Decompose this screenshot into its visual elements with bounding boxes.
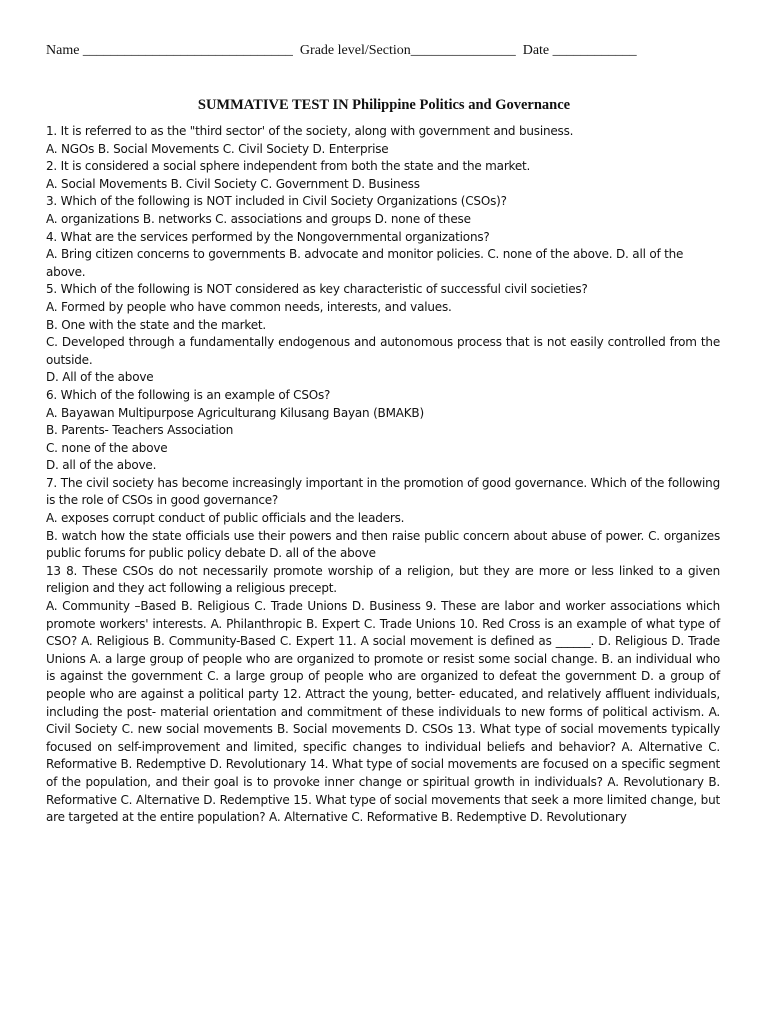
question-line: C. none of the above (46, 440, 168, 455)
question-line: 3. Which of the following is NOT included in Civil Society Organizations (CSOs)? (46, 194, 507, 209)
student-info-fields: Name ______________________________ Grade level/Section_______________ Date ____________ (46, 43, 637, 58)
question-line: A. Community –Based B. Religious C. Trade Unions D. Business 9. These are labor and worker associations which promote workers' interests. A. Philanthropic B. Expert C. Trade Unions 10. Red Cross is an example of what type of CSO? A. Religious B. Community-Based C. Expert 11. A social movement is defined as ______. D. Religious D. Trade Unions A. a large group of people who are organized to promote or resist some social change. B. an individual who is against the government C. a large group of people who are organized to defeat the government D. a group of people who are against a political party 12. Attract the young, better- educated, and relatively affluent individuals, including the post- material orientation and commitment of these individuals to new forms of political activism. A. Civil Society C. new social movements B. Social movements D. CSOs 13. What type of social movements typically focused on self-improvement and limited, specific changes to individual beliefs and behavior? A. Alternative C. Reformative B. Redemptive D. Revolutionary 14. What type of social movements are focused on a specific segment of the population, and their goal is to provoke inner change or spiritual growth in individuals? A. Revolutionary B. Reformative C. Alternative D. Redemptive 15. What type of social movements that seek a more limited change, but are targeted at the entire population? A. Alternative C. Reformative B. Redemptive D. Revolutionary (46, 599, 720, 825)
question-line: A. Social Movements B. Civil Society C. Government D. Business (46, 176, 420, 191)
question-line: A. Bayawan Multipurpose Agriculturang Kilusang Bayan (BMAKB) (46, 405, 424, 420)
question-line: C. Developed through a fundamentally endogenous and autonomous process that is not easily controlled from the outside. (46, 335, 720, 367)
question-line: 6. Which of the following is an example of CSOs? (46, 387, 331, 402)
question-line: 5. Which of the following is NOT considered as key characteristic of successful civil societies? (46, 282, 588, 297)
question-line: 2. It is considered a social sphere independent from both the state and the market. (46, 159, 531, 174)
test-questions (46, 123, 720, 827)
question-line: 4. What are the services performed by the Nongovernmental organizations? (46, 229, 490, 244)
question-line: A. NGOs B. Social Movements C. Civil Society D. Enterprise (46, 141, 389, 156)
question-line: D. All of the above (46, 370, 154, 385)
question-line: A. Formed by people who have common needs, interests, and values. (46, 299, 452, 314)
question-line: 1. It is referred to as the "third sector' of the society, along with government and business. (46, 124, 574, 138)
question-line: B. Parents- Teachers Association (46, 423, 234, 438)
question-line: 7. The civil society has become increasingly important in the promotion of good governance. Which of the following is the role of CSOs in good governance? (46, 475, 720, 508)
question-line: 13 8. These CSOs do not necessarily promote worship of a religion, but they are more or less linked to a given religion and they act following a religious precept. (46, 563, 720, 596)
page-title: SUMMATIVE TEST IN Philippine Politics and Governance (197, 97, 571, 113)
question-line: A. organizations B. networks C. associations and groups D. none of these (46, 211, 471, 226)
question-line: B. One with the state and the market. (46, 317, 267, 332)
question-line: A. exposes corrupt conduct of public officials and the leaders. (46, 511, 405, 526)
question-line: D. all of the above. (46, 458, 157, 473)
question-line: B. watch how the state officials use their powers and then raise public concern about abuse of power. C. organizes public forums for public policy debate D. all of the above (46, 528, 720, 561)
question-line: A. Bring citizen concerns to governments B. advocate and monitor policies. C. none of the above. D. all of the above. (46, 247, 684, 279)
